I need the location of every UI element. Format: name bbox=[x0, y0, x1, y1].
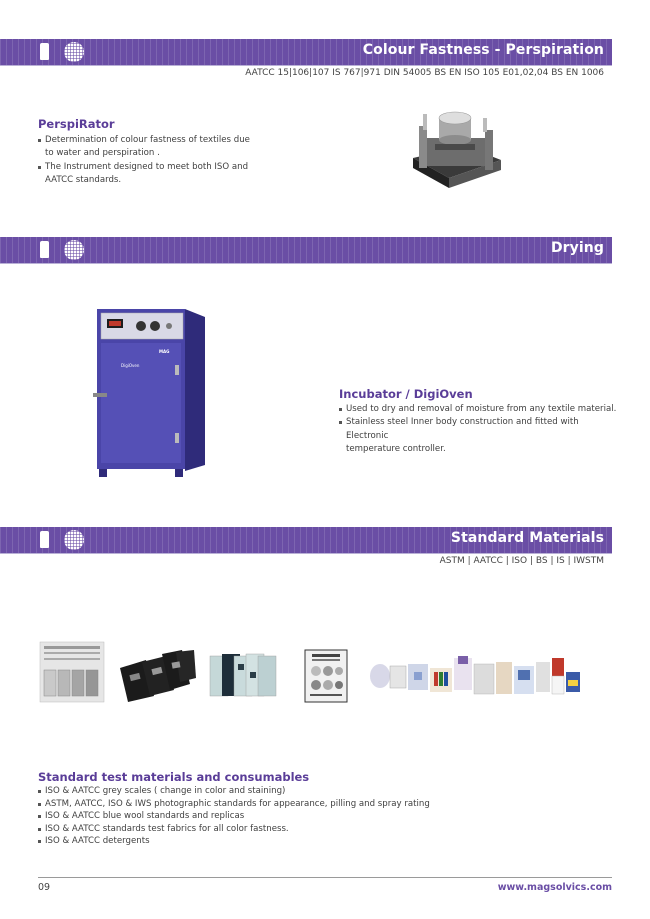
tag-icon bbox=[40, 43, 49, 60]
feature-list bbox=[38, 134, 258, 188]
section-band-standard-materials bbox=[0, 527, 612, 553]
website-link[interactable]: www.magsolvics.com bbox=[497, 882, 612, 893]
standards-line: AATCC 15|106|107 IS 767|971 DIN 54005 BS EN ISO 105 E01,02,04 BS EN 1006 bbox=[245, 68, 604, 78]
mesh-circle-icon bbox=[64, 530, 84, 550]
feature-item: ASTM, AATCC, ISO & IWS photographic standards for appearance, pilling and spray rating bbox=[38, 798, 458, 811]
feature-item-continued: to water and perspiration . bbox=[45, 148, 160, 159]
section-title: Standard Materials bbox=[450, 530, 604, 546]
feature-item: ISO & AATCC standards test fabrics for all color fastness. bbox=[38, 823, 458, 836]
feature-item: Determination of colour fastness of textiles due bbox=[38, 134, 258, 147]
digioven-image bbox=[93, 305, 208, 480]
feature-item: ISO & AATCC grey scales ( change in color and staining) bbox=[38, 785, 458, 798]
feature-list bbox=[339, 403, 619, 457]
feature-item-continued: temperature controller. bbox=[346, 444, 446, 455]
section-band-drying bbox=[0, 237, 612, 263]
blue-wool-standards-image bbox=[208, 652, 278, 700]
tag-icon bbox=[40, 531, 49, 548]
feature-item: ISO & AATCC blue wool standards and replicas bbox=[38, 810, 458, 823]
product-title: Incubator / DigiOven bbox=[339, 387, 473, 401]
feature-item: ISO & AATCC detergents bbox=[38, 835, 458, 848]
oven-brand-label: MAG bbox=[159, 349, 170, 354]
section-band-perspiration bbox=[0, 39, 612, 65]
mesh-circle-icon bbox=[64, 42, 84, 62]
consumables-collection-image bbox=[368, 652, 582, 700]
standards-line: ASTM | AATCC | ISO | BS | IS | IWSTM bbox=[439, 556, 604, 566]
section-title: Colour Fastness - Perspiration bbox=[362, 42, 604, 58]
product-title: Standard test materials and consumables bbox=[38, 770, 310, 784]
feature-list bbox=[38, 785, 458, 848]
perspirator-image bbox=[405, 100, 505, 192]
grey-scale-holders-image bbox=[118, 648, 198, 703]
oven-model-label: DigiOven bbox=[121, 363, 140, 368]
grey-scale-image bbox=[38, 640, 106, 704]
photographic-standards-image bbox=[304, 649, 348, 703]
feature-item: Stainless steel Inner body construction and fitted with Electronic bbox=[339, 416, 619, 443]
mesh-circle-icon bbox=[64, 240, 84, 260]
feature-item: Used to dry and removal of moisture from any textile material. bbox=[339, 403, 619, 416]
feature-item-continued: AATCC standards. bbox=[45, 175, 122, 186]
product-title: PerspiRator bbox=[38, 117, 115, 131]
page-number: 09 bbox=[38, 882, 51, 893]
feature-item: The Instrument designed to meet both ISO and bbox=[38, 161, 258, 174]
tag-icon bbox=[40, 241, 49, 258]
footer-divider bbox=[38, 877, 612, 878]
section-title: Drying bbox=[550, 240, 604, 256]
